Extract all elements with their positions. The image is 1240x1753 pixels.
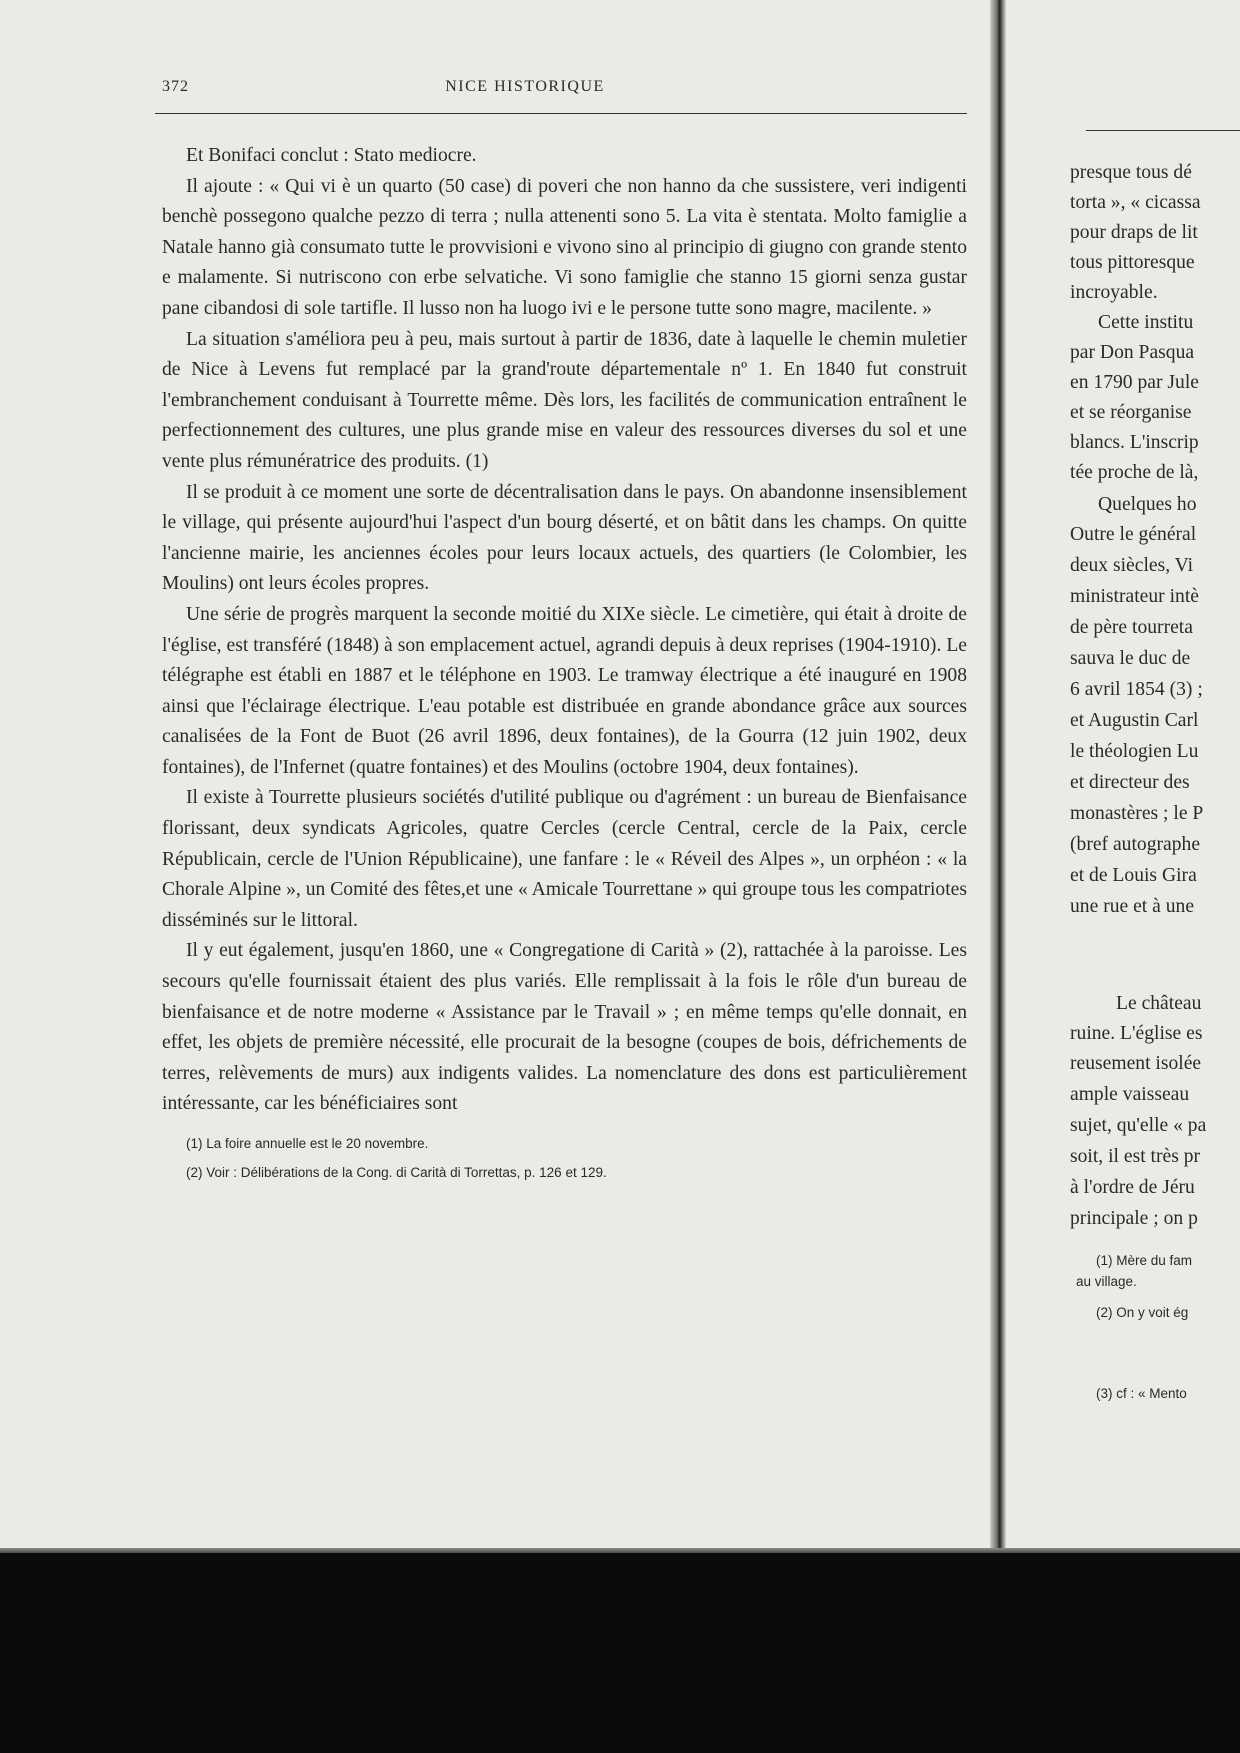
footnote: (2) On y voit ég (1096, 1305, 1189, 1320)
footnote: (3) cf : « Mento (1096, 1386, 1187, 1401)
text-line: Quelques ho (1098, 494, 1197, 515)
body-text (162, 141, 967, 1120)
text-line: en 1790 par Jule (1070, 372, 1199, 393)
text-line: incroyable. (1070, 282, 1158, 303)
header-rule (155, 113, 967, 114)
text-line: le théologien Lu (1070, 741, 1199, 762)
left-page (120, 0, 967, 1550)
paragraph: Une série de progrès marquent la seconde moitié du XIXe siècle. Le cimetière, qui était à droite de l'église, est transféré (1848) à son emplacement actuel, agrandi depuis à deux reprises (1904-1910). Le télégraphe est établi en 1887 et le téléphone en 1903. Le tramway électrique a été inauguré en 1908 ainsi que l'éclairage électrique. L'eau potable est distribuée en grande abondance grâce aux sources canalisées de la Font de Buot (26 avril 1896, deux fontaines), de la Gourra (12 juin 1902, deux fontaines), de l'Infernet (quatre fontaines) et des Moulins (octobre 1904, deux fontaines). (162, 603, 967, 778)
text-line: à l'ordre de Jéru (1070, 1177, 1195, 1198)
text-line: sujet, qu'elle « pa (1070, 1115, 1207, 1136)
text-line: Cette institu (1098, 312, 1194, 333)
paragraph: Et Bonifaci conclut : Stato mediocre. (186, 145, 477, 166)
paragraph: La situation s'améliora peu à peu, mais surtout à partir de 1836, date à laquelle le chemin muletier de Nice à Levens fut remplacé par la grand'route départementale nº 1. En 1840 fut construit l'embranchement conduisant à Tourrette même. Dès lors, les facilités de communication entraînent le perfectionnement des cultures, une plus grande mise en valeur des ressources diverses du sol et une vente plus rémunératrice des produits. (1) (162, 328, 967, 472)
text-line: par Don Pasqua (1070, 342, 1195, 363)
text-line: tée proche de là, (1070, 462, 1199, 483)
right-page-partial (1006, 0, 1240, 1550)
text-line: torta », « cicassa (1070, 192, 1201, 213)
footnote: (1) Mère du fam (1096, 1253, 1193, 1268)
text-line: ample vaisseau (1070, 1084, 1190, 1105)
text-line: Outre le général (1070, 524, 1197, 545)
text-line: principale ; on p (1070, 1208, 1198, 1229)
text-line: ruine. L'église es (1070, 1023, 1203, 1044)
text-line: et se réorganise (1070, 402, 1192, 423)
header-rule (1086, 130, 1240, 131)
text-line: une rue et à une (1070, 896, 1195, 917)
text-line: 6 avril 1854 (3) ; (1070, 679, 1203, 700)
text-line: et Augustin Carl (1070, 710, 1199, 731)
text-line: soit, il est très pr (1070, 1146, 1201, 1167)
page-number: 372 (162, 78, 189, 95)
paragraph: Il se produit à ce moment une sorte de décentralisation dans le pays. On abandonne insensiblement le village, qui présente aujourd'hui l'aspect d'un bourg déserté, et on bâtit dans les champs. On quitte l'ancienne mairie, les anciennes écoles pour leurs locaux actuels, des quartiers (le Colombier, les Moulins) ont leurs écoles propres. (162, 481, 967, 595)
footnote: au village. (1076, 1274, 1137, 1289)
text-line: deux siècles, Vi (1070, 555, 1194, 576)
text-line: ministrateur intè (1070, 586, 1199, 607)
text-line: de père tourreta (1070, 617, 1193, 638)
paragraph: Il existe à Tourrette plusieurs sociétés d'utilité publique ou d'agrément : un bureau de Bienfaisance florissant, deux syndicats Agricoles, quatre Cercles (cercle Central, cercle de la Paix, cercle Républicain, cercle de l'Union Républicaine), une fanfare : le « Réveil des Alpes », un orphéon : « la Chorale Alpine », un Comité des fêtes,et une « Amicale Tourrettane » qui groupe tous les compatriotes disséminés sur le littoral. (162, 787, 967, 931)
scanner-background (0, 1553, 1240, 1753)
text-line: et de Louis Gira (1070, 865, 1197, 886)
text-line: blancs. L'inscrip (1070, 432, 1199, 453)
text-line: pour draps de lit (1070, 222, 1198, 243)
running-title: NICE HISTORIQUE (445, 78, 605, 95)
page-header (120, 78, 930, 102)
footnote: (2) Voir : Délibérations de la Cong. di Carità di Torrettas, p. 126 et 129. (186, 1165, 607, 1180)
text-line: sauva le duc de (1070, 648, 1191, 669)
text-line: monastères ; le P (1070, 803, 1204, 824)
text-line: (bref autographe (1070, 834, 1201, 855)
text-line: tous pittoresque (1070, 252, 1195, 273)
book-gutter (990, 0, 1006, 1560)
text-line: et directeur des (1070, 772, 1190, 793)
text-line: reusement isolée (1070, 1053, 1202, 1074)
text-line: Le château (1116, 993, 1202, 1014)
text-line: presque tous dé (1070, 162, 1192, 183)
paragraph: Il ajoute : « Qui vi è un quarto (50 case) di poveri che non hanno da che sussistere, veri indigenti benchè possegono qualche pezzo di terra ; nulla attenenti sono 5. La vita è stentata. Molto famiglie a Natale hanno già consumato tutte le provvisioni e vivono sino al principio di giugno con grande stento e malamente. Si nutriscono con erbe selvatiche. Vi sono famiglie che stanno 15 giorni senza gustar pane cibandosi di sole tartifle. Il lusso non ha luogo ivi e le persone tutte sono magre, macilente. » (162, 175, 967, 319)
paragraph: Il y eut également, jusqu'en 1860, une « Congregatione di Carità » (2), rattachée à la paroisse. Les secours qu'elle fournissait étaient des plus variés. Elle remplissait à la fois le rôle d'un bureau de bienfaisance et de notre moderne « Assistance par le Travail » ; en même temps qu'elle donnait, en effet, les objets de première nécessité, elle procurait de la besogne (coupes de bois, défrichements de terres, relèvements de murs) aux indigents valides. La nomenclature des dons est particulièrement intéressante, car les bénéficiaires sont (162, 940, 967, 1115)
footnotes (162, 1129, 967, 1187)
footnote: (1) La foire annuelle est le 20 novembre. (186, 1136, 429, 1151)
